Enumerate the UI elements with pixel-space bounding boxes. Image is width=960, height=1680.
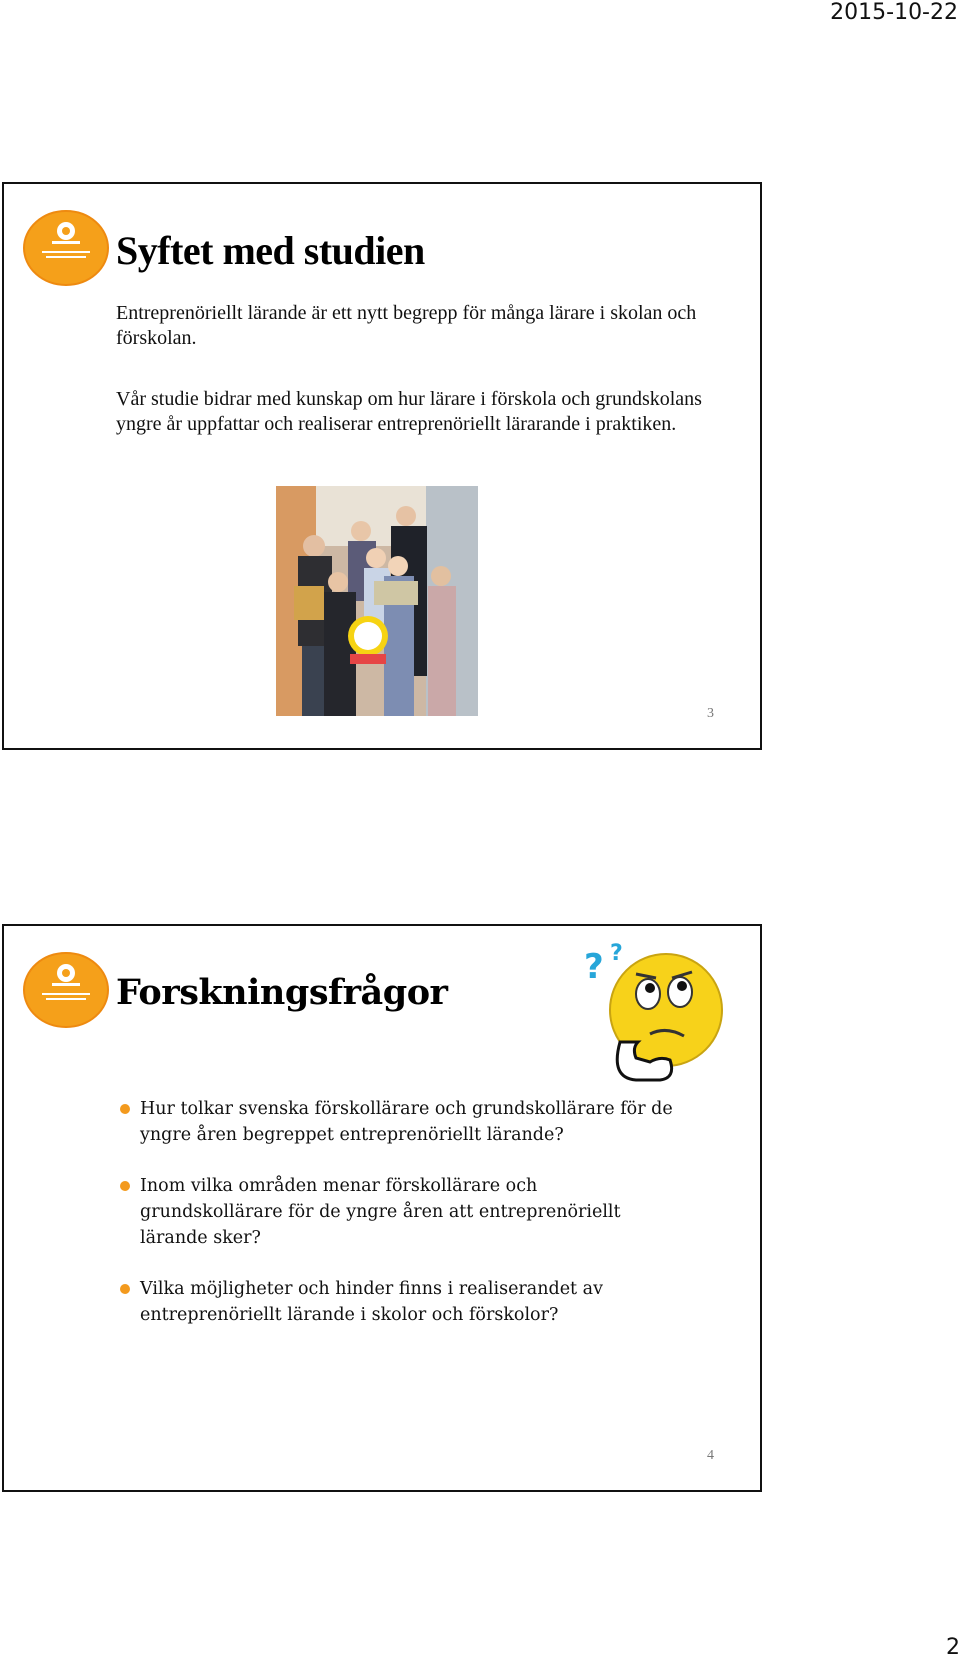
intro-paragraph: Entreprenöriellt lärande är ett nytt begrepp för många lärare i skolan och förskolan. (116, 302, 697, 349)
study-paragraph: Vår studie bidrar med kunskap om hur lärare i förskola och grundskolans yngre år uppfattar och realiserar entreprenöriellt lärarande i praktiken. (116, 388, 702, 435)
slide-3 (2, 182, 762, 750)
list-item: Hur tolkar svenska förskollärare och grundskollärare för de yngre åren begreppet entreprenöriellt lärande? (118, 1096, 678, 1148)
slide-title: Syftet med studien (116, 228, 425, 273)
slide-number: 4 (707, 1448, 714, 1463)
bullet-icon (120, 1181, 130, 1191)
svg-text:?: ? (610, 941, 623, 966)
list-item: Vilka möjligheter och hinder finns i realiserandet av entreprenöriellt lärande i skolor och förskolor? (118, 1276, 678, 1328)
university-logo (22, 951, 116, 1029)
university-logo (22, 209, 116, 287)
header-date: 2015-10-22 (830, 0, 958, 25)
slide-title: Forskningsfrågor (116, 972, 448, 1013)
bullet-icon (120, 1284, 130, 1294)
page-number: 2 (946, 1635, 960, 1660)
thinking-smiley-icon (580, 938, 732, 1090)
svg-text:?: ? (584, 947, 604, 987)
slide-number: 3 (707, 706, 714, 721)
list-item: Inom vilka områden menar förskollärare och grundskollärare för de yngre åren att entreprenöriellt lärande sker? (118, 1173, 678, 1251)
group-photo (276, 486, 478, 716)
research-questions-list (118, 1096, 678, 1353)
bullet-icon (120, 1104, 130, 1114)
slide-4 (2, 924, 762, 1492)
